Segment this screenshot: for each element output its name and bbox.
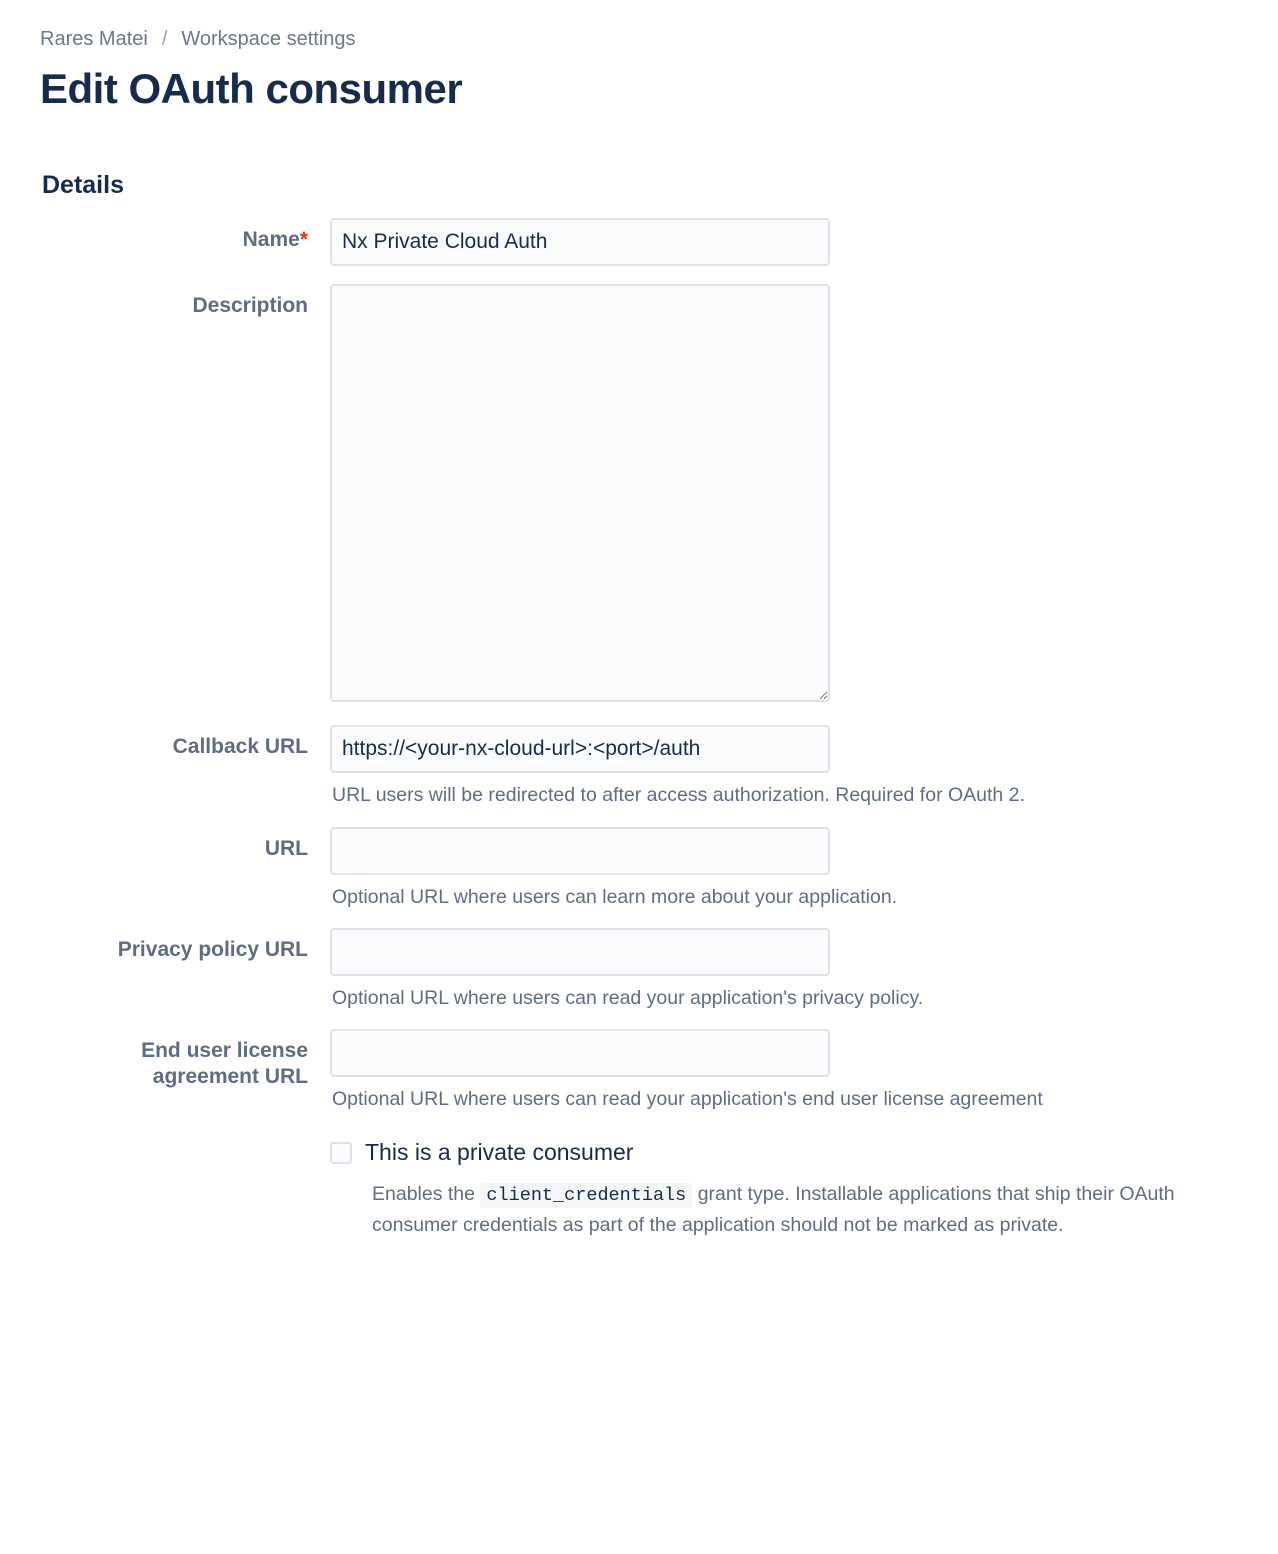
form-row-description <box>40 284 1238 707</box>
label-callback-url: Callback URL <box>172 735 308 759</box>
breadcrumb-separator: / <box>161 28 168 50</box>
help-eula-url: Optional URL where users can read your application's end user license agreement <box>332 1088 1043 1111</box>
field-col-name <box>330 218 1238 266</box>
url-input[interactable] <box>330 827 830 875</box>
form-row-callback-url <box>40 725 1238 808</box>
breadcrumb <box>40 28 1238 51</box>
label-name-text: Name <box>242 228 300 252</box>
help-url: Optional URL where users can learn more about your application. <box>332 885 898 908</box>
form-row-eula-url <box>40 1029 1238 1112</box>
label-eula-url: End user license agreement URL <box>141 1039 308 1089</box>
help-privacy-policy-url: Optional URL where users can read your application's privacy policy. <box>332 986 924 1009</box>
label-description: Description <box>192 294 308 318</box>
field-col-url <box>330 827 1238 910</box>
name-input[interactable] <box>330 218 830 266</box>
label-privacy-policy-url: Privacy policy URL <box>117 937 308 961</box>
breadcrumb-workspace-settings-link[interactable]: Workspace settings <box>181 28 356 50</box>
eula-url-input[interactable] <box>330 1029 830 1077</box>
label-name <box>40 218 330 253</box>
private-consumer-help <box>372 1179 1232 1241</box>
private-consumer-help-after: grant type. Installable applications that ship their OAuth consumer credentials as part of the application should not be marked as private. <box>372 1182 1175 1237</box>
field-col-eula-url <box>330 1029 1238 1112</box>
field-col-privacy-policy-url <box>330 928 1238 1011</box>
form-row-name <box>40 218 1238 266</box>
required-marker: * <box>299 228 308 252</box>
privacy-policy-url-input[interactable] <box>330 928 830 976</box>
client-credentials-code: client_credentials <box>480 1183 692 1208</box>
breadcrumb-workspace-link[interactable]: Rares Matei <box>40 28 148 50</box>
form-row-url <box>40 827 1238 910</box>
details-section-heading: Details <box>42 171 124 200</box>
private-consumer-help-before: Enables the <box>372 1182 475 1205</box>
field-col-description <box>330 284 1238 707</box>
private-consumer-row <box>40 1139 1238 1241</box>
label-url: URL <box>264 836 308 860</box>
private-consumer-label[interactable]: This is a private consumer <box>365 1138 634 1165</box>
private-consumer-body <box>330 1139 1238 1241</box>
private-consumer-checkbox[interactable] <box>330 1142 352 1164</box>
private-consumer-control[interactable] <box>330 1139 1238 1166</box>
description-textarea[interactable] <box>330 284 830 702</box>
help-callback-url: URL users will be redirected to after access authorization. Required for OAuth 2. <box>332 784 1025 807</box>
field-col-callback-url <box>330 725 1238 808</box>
page-title: Edit OAuth consumer <box>40 65 463 112</box>
callback-url-input[interactable] <box>330 725 830 773</box>
form-row-privacy-policy-url <box>40 928 1238 1011</box>
